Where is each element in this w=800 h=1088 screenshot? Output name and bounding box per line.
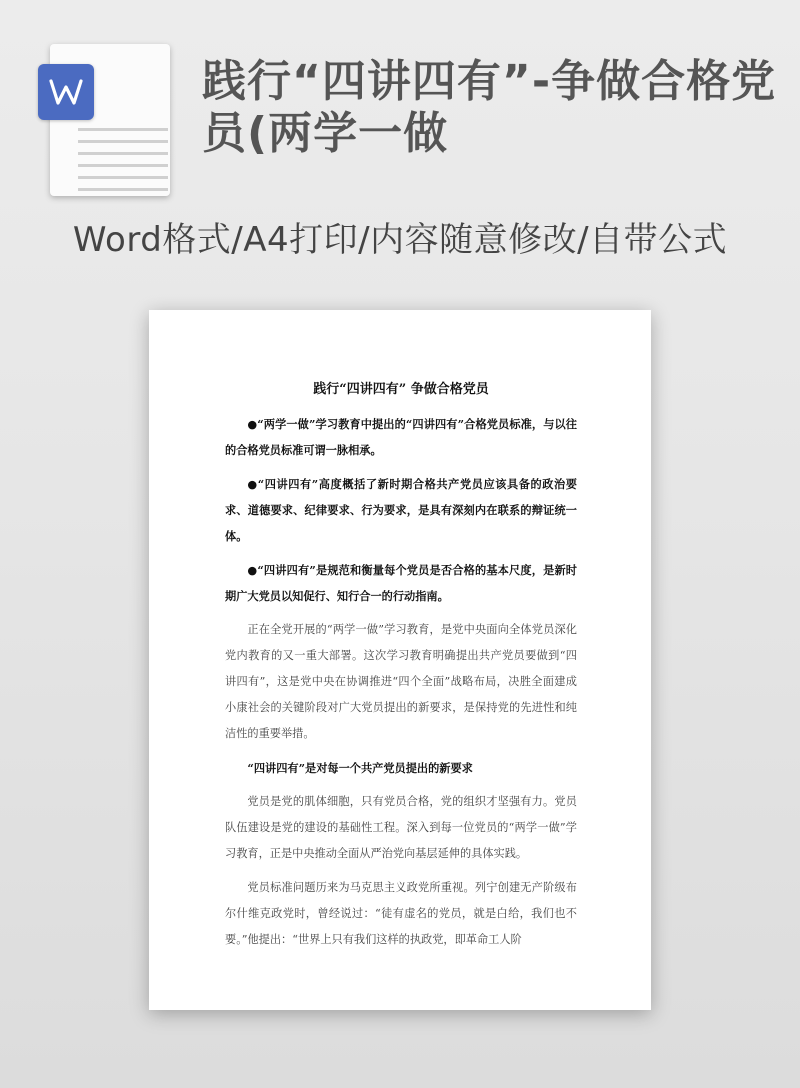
document-preview [149,310,651,1010]
page-title: 践行“四讲四有”-争做合格党员(两学一做 [202,56,777,159]
word-badge-icon [38,64,94,120]
document-title: 践行“四讲四有” 争做合格党员 [313,382,489,397]
summary-bullet: ●“四讲四有”是规范和衡量每个党员是否合格的基本尺度，是新时期广大党员以知促行、知行合一的行动指南。 [225,563,577,603]
document-body [225,378,577,961]
section-heading: “四讲四有”是对每一个共产党员提出的新要求 [247,761,473,775]
summary-bullet: ●“两学一做”学习教育中提出的“四讲四有”合格党员标准，与以往的合格党员标准可谓一脉相承。 [225,417,577,457]
body-paragraph: 正在全党开展的“两学一做”学习教育，是党中央面向全体党员深化党内教育的又一重大部署。这次学习教育明确提出共产党员要做到“四讲四有”，这是党中央在协调推进“四个全面”战略布局，决胜全面建成小康社会的关键阶段对广大党员提出的新要求，是保持党的先进性和纯洁性的重要举措。 [225,623,577,740]
page-subtitle: Word格式/A4打印/内容随意修改/自带公式 [72,220,728,260]
body-paragraph: 党员标准问题历来为马克思主义政党所重视。列宁创建无产阶级布尔什维克政党时，曾经说过：“徒有虚名的党员，就是白给，我们也不要。”他提出：“世界上只有我们这样的执政党，即革命工人阶 [225,881,577,946]
file-lines [78,128,168,200]
body-paragraph: 党员是党的肌体细胞，只有党员合格，党的组织才坚强有力。党员队伍建设是党的建设的基础性工程。深入到每一位党员的“两学一做”学习教育，正是中央推动全面从严治党向基层延伸的具体实践。 [225,795,577,860]
summary-bullet: ●“四讲四有”高度概括了新时期合格共产党员应该具备的政治要求、道德要求、纪律要求、行为要求，是具有深刻内在联系的辩证统一体。 [225,477,577,543]
word-file-icon [38,44,170,196]
